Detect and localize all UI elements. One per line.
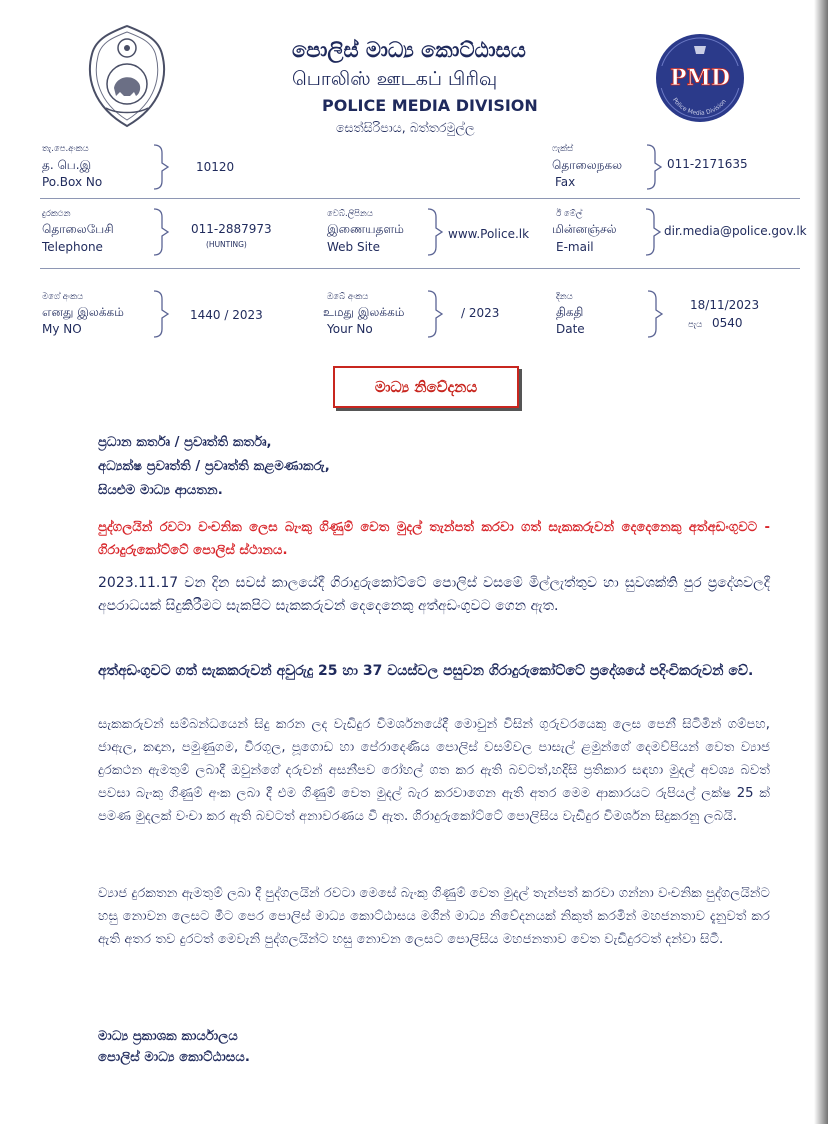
fax-value: 011-2171635 [667,157,748,171]
brace-icon [152,289,170,339]
recipient-line: ප්‍රධාන කර්තෘ / ප්‍රවෘත්ති කර්තෘ, [98,435,272,450]
date-label-ta: திகதி [556,305,584,319]
pmd-logo-text: PMD [670,65,730,91]
header-title-sinhala: පොලිස් මාධ්‍ය කොට්ඨාසය [292,38,526,62]
telephone-label-en: Telephone [42,240,103,254]
brace-icon [646,289,664,339]
pobox-label-si: තැ.පෙ.අංකය [42,144,89,154]
paragraph-4: ව්‍යාජ දුරකතන ඇමතුම් ලබා දී පුද්ගලයින් රවටා මෙසේ බැංකු ගිණුම් වෙත මුදල් තැන්පත් කරවා ගන්නා වංචනික පුද්ගලයින්ට හසු නොවන ලෙසට මීට පෙර පොලිස් මාධ්‍ය කොට්ඨාසය මගින් මාධ්‍ය නිවේදනයක් නිකුත් කරමින් මහජනතාව දැනුවත් කර ඇති අතර තව දුරටත් මෙවැනි පුද්ගලයින්ට හසු නොවන ලෙසට පොලිසිය මහජනතාව වෙත වැඩිදුරටත් දන්වා සිටී. [98,886,770,947]
signature-division: පොලිස් මාධ්‍ය කොට්ඨාසය. [98,1050,250,1065]
time-value: 0540 [712,316,743,330]
your-no-label-si: ඔබේ අංකය [327,292,369,302]
paragraph-3: සැකකරුවන් සම්බන්ධයෙන් සිදු කරන ලද වැඩිදුර විමර්ශනයේදී මොවුන් විසින් ගුරුවරයෙකු ලෙස පෙනී සිටිමින් ගම්පහ, ජාඇල, කඳාන, පමුණුගම, වීරගුල, පූගොඩ හා පේරාදෙණිය පොලිස් වසම්වල පාසැල් ළමුන්ගේ දෙමව්පියන් වෙත ව්‍යාජ දුරකථන ඇමතුම් ලබාදී ඔවුන්ගේ දරුවන් අසනීපව රෝහල් ගත කර ඇති බවටත්,හදිසි ප්‍රතිකාර සඳහා මුදල් අවශ්‍ය බවත් පවසා බැංකු ගිණුම් අංක ලබා දී එම ගිණුම් වෙත මුදල් බැර කරවාගෙන ඇති අතර මෙම ආකාරයට රුපියල් ලක්ෂ 25 ක් පමණ මුදලක් වංචා කර ඇති බවටත් අනාවරණය වී ඇත. ගිරාදුරුකෝට්ටේ පොලිසිය වැඩිදුර විමර්ශන සිදුකරනු ලබයි. [98,717,770,824]
header-location: සෙත්සිරිපාය, බත්තරමුල්ල [336,120,475,135]
date-label-si: දිනය [556,292,573,302]
media-release-title: මාධ්‍ය නිවේදනය [374,378,478,396]
brace-icon [644,207,662,257]
your-no-label-en: Your No [327,322,373,336]
email-label-si: ඊ මේල් [556,209,583,219]
telephone-note: (HUNTING) [206,240,247,249]
paragraph-2: අත්අඩංගුවට ගත් සැකකරුවන් අවුරුදු 25 හා 37 වයස්වල පසුවන ගිරාදුරුකෝට්ටේ ප්‍රදේශයේ පදිංචිකරුවන් වේ. [98,663,754,679]
brace-icon [645,143,663,191]
email-label-ta: மின்னஞ்சல் [552,222,617,236]
my-no-value: 1440 / 2023 [190,308,263,322]
telephone-label-ta: தொலைபேசி [42,222,114,236]
recipient-line: අධ්‍යක්ෂ ප්‍රවෘත්ති / ප්‍රවෘත්ති කළමණාකරු, [98,459,330,474]
website-label-ta: இணையதளம் [327,222,404,236]
pobox-label-ta: த. பெ.இ [42,158,92,172]
pmd-logo [654,32,746,124]
email-label-en: E-mail [556,240,594,254]
time-label: පැය [688,320,703,330]
date-label-en: Date [556,322,585,336]
website-label-en: Web Site [327,240,381,254]
email-value[interactable]: dir.media@police.gov.lk [664,224,807,238]
pobox-value: 10120 [196,160,235,174]
telephone-label-si: දුරකථන [42,209,71,219]
page-edge-shadow [814,0,828,1124]
fax-label-si: ෆැක්ස් [552,144,574,154]
fax-label-ta: தொலைநகல [552,158,623,172]
recipient-line: සියළුම මාධ්‍ය ආයතන. [98,483,223,498]
signature-office: මාධ්‍ය ප්‍රකාශක කාර්යාලය [98,1029,238,1044]
your-no-value: / 2023 [461,306,500,320]
brace-icon [152,143,170,191]
divider [40,198,800,199]
paragraph-1: 2023.11.17 වන දින සවස් කාලයේදී ගිරාදුරුකෝට්ටේ පොලිස් වසමේ මිල්ලැත්තුව හා සුවශක්ති පුර ප්‍රදේශවලදී අපරාධයක් සිදුකිරීමට සැකපිට සැකකරුවන් දෙදෙනෙකු අත්අඩංගුවට ගෙන ඇත. [98,575,770,614]
divider [40,268,800,269]
pobox-label-en: Po.Box No [42,175,103,189]
header-title-tamil: பொலிஸ் ஊடகப் பிரிவு [292,68,498,90]
brace-icon [426,289,444,339]
header-title-english: POLICE MEDIA DIVISION [322,96,538,115]
date-value: 18/11/2023 [690,298,760,312]
brace-icon [152,207,170,257]
media-release-title-box [333,366,519,408]
fax-label-en: Fax [555,175,576,189]
telephone-value: 011-2887973 [191,222,272,236]
my-no-label-en: My NO [42,322,82,336]
website-value[interactable]: www.Police.lk [448,227,530,241]
brace-icon [426,207,444,257]
my-no-label-ta: எனது இலக்கம் [42,305,124,319]
my-no-label-si: මගේ අංකය [42,292,84,302]
police-crest-logo [84,24,170,128]
website-label-si: වෙබ්.ලිපිනය [327,209,373,219]
your-no-label-ta: உமது இலக்கம் [323,305,405,319]
pmd-logo-ring-text: Police Media Division [671,96,728,117]
headline: පුද්ගලයින් රවටා වංචනික ලෙස බැංකු ගිණුම් වෙත මුදල් තැන්පත් කරවා ගත් සැකකරුවන් දෙදෙනෙකු අත්අඩංගුවට - ගිරාදුරුකෝට්ටේ පොලිස් ස්ථානය. [98,520,770,558]
